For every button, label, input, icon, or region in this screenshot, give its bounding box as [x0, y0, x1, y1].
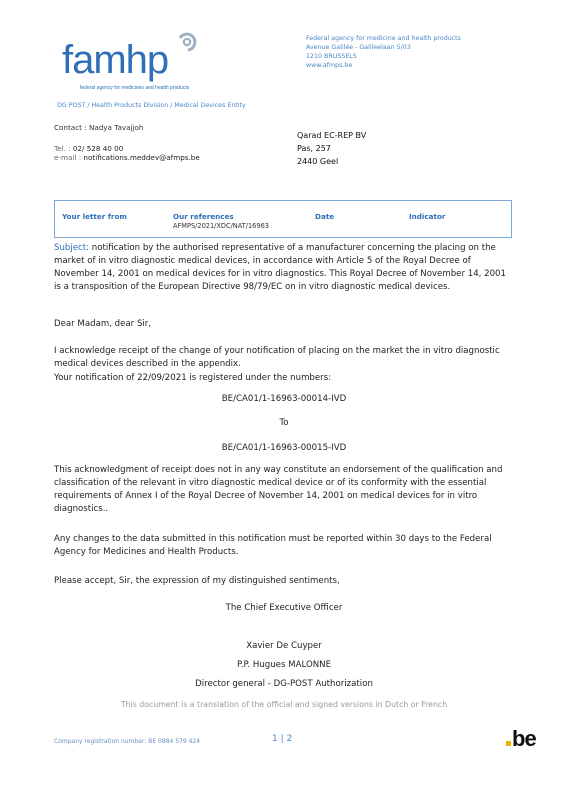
contact-details — [54, 144, 200, 162]
signoff-title: The Chief Executive Officer — [225, 603, 343, 613]
agency-line: Federal agency for medicine and health products — [306, 35, 461, 42]
paragraph-changes: Any changes to the data submitted in this notification must be reported within 30 days to the Federal Agency for Medicines and Health Products. — [54, 534, 492, 557]
tel-value: 02/ 528 40 00 — [72, 144, 124, 153]
date-label: Date — [315, 212, 335, 221]
recipient-address — [297, 129, 366, 168]
be-logo-text: be — [512, 726, 536, 751]
your-letter-label: Your letter from — [62, 212, 127, 221]
be-logo-dot-icon — [506, 741, 511, 746]
subject-paragraph — [54, 242, 514, 294]
logo-tagline: federal agency for medicines and health products — [80, 85, 190, 91]
famhp-logo-icon — [174, 30, 200, 56]
indicator-label: Indicator — [409, 212, 446, 221]
recipient-line: Pas, 257 — [297, 144, 331, 153]
email-label: e-mail : — [54, 153, 82, 162]
company-registration — [54, 738, 200, 745]
our-references-value: AFMPS/2021/XDC/NAT/16963 — [173, 222, 269, 230]
subject-label: Subject: — [54, 243, 90, 253]
email-value[interactable]: notifications.meddev@afmps.be — [83, 153, 200, 162]
translation-note: This document is a translation of the official and signed versions in Dutch or French — [120, 700, 448, 709]
famhp-logo-text: famhp — [62, 38, 169, 82]
department-line: DG POST / Health Products Division / Medical Devices Entity — [57, 102, 246, 109]
paragraph-registered: Your notification of 22/09/2021 is registered under the numbers: — [54, 373, 332, 383]
our-references-label: Our references — [173, 212, 234, 221]
registration-number-1: BE/CA01/1-16963-00014-IVD — [221, 394, 347, 404]
to-label: To — [279, 418, 289, 428]
closing-line: Please accept, Sir, the expression of my distinguished sentiments, — [54, 576, 340, 586]
subject-text: notification by the authorised representative of a manufacturer concerning the placing on the market of in vitro diagnostic medical devices, in accordance with Article 5 of the Royal Decree of November 14, 2001 on medical devices for in vitro diagnostics. This Royal Decree of November 14, 2001 is a transposition of the European Directive 98/79/EC on in vitro diagnostic medical devices. — [54, 243, 506, 292]
signatory-name: Xavier De Cuyper — [246, 641, 322, 651]
recipient-line: Qarad EC-REP BV — [297, 131, 367, 140]
paragraph-disclaimer: This acknowledgment of receipt does not in any way constitute an endorsement of the qualification and classification of the relevant in vitro diagnostic medical device or of its conformity with the essential requirements of Annex I of the Royal Decree of November 14, 2001 on medical devices for in vitro diagnostics.. — [54, 465, 503, 514]
signatory-role: Director general - DG-POST Authorization — [195, 679, 373, 689]
agency-line: 1210 BRUSSELS — [306, 53, 357, 60]
paragraph-acknowledge: I acknowledge receipt of the change of your notification of placing on the market the in vitro diagnostic medical devices described in the appendix. — [54, 346, 500, 369]
page-number: 1 | 2 — [272, 734, 293, 744]
registration-number-2: BE/CA01/1-16963-00015-IVD — [221, 443, 347, 453]
recipient-line: 2440 Geel — [297, 157, 339, 166]
contact-name: Contact : Nadya Tavajjoh — [54, 123, 144, 132]
signatory-pp: P.P. Hugues MALONNE — [236, 660, 331, 670]
tel-label: Tel. : — [54, 144, 71, 153]
be-logo — [506, 726, 536, 752]
company-value: BE 0884 579 424 — [148, 738, 201, 745]
agency-address — [306, 34, 461, 70]
company-label: Company registration number: — [54, 738, 147, 745]
agency-line: Avenue Galilée - Galileelaan 5/03 — [306, 44, 411, 51]
salutation: Dear Madam, dear Sir, — [54, 319, 152, 329]
reference-box — [54, 200, 512, 238]
agency-website[interactable]: www.afmps.be — [306, 62, 353, 69]
